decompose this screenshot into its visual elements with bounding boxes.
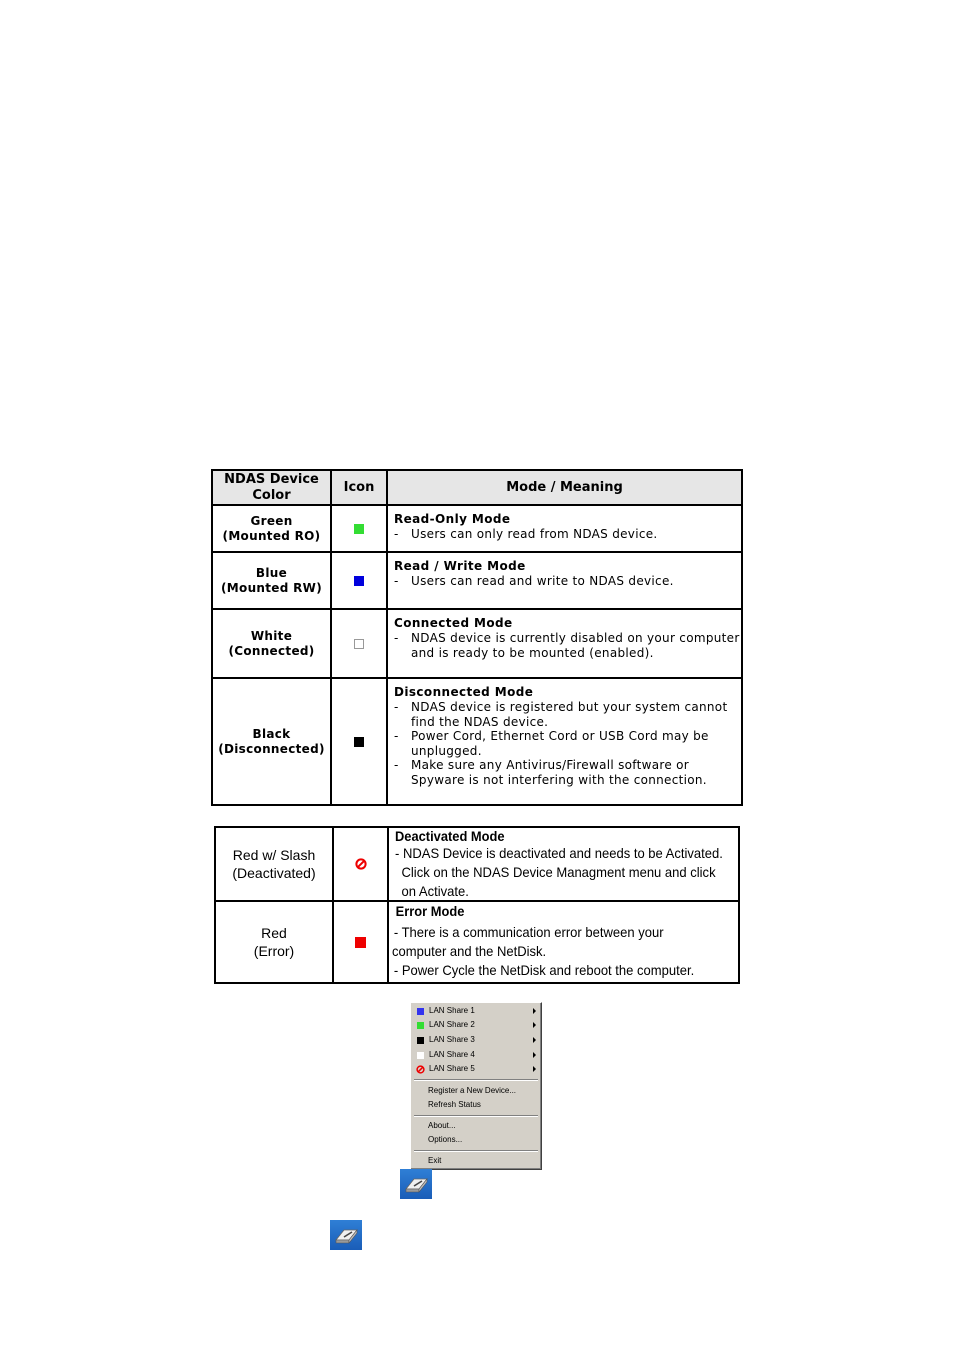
submenu-arrow-icon xyxy=(533,1008,536,1014)
table-row xyxy=(216,902,738,982)
mode-line: - NDAS Device is deactivated and needs to be Activated. xyxy=(395,845,723,861)
meaning-cell xyxy=(389,828,738,900)
white-square-icon xyxy=(417,1052,424,1059)
drive-icon xyxy=(400,1169,432,1199)
color-name: Black xyxy=(252,726,291,741)
menu-item-label: LAN Share 4 xyxy=(429,1050,475,1059)
table-row xyxy=(213,506,741,553)
menu-separator xyxy=(414,1150,538,1152)
green-square-icon xyxy=(354,524,364,534)
device-status-table xyxy=(211,469,743,806)
red-slash-icon xyxy=(416,1065,425,1074)
icon-cell xyxy=(332,679,388,804)
color-cell xyxy=(216,902,334,982)
menu-item-lan-share-3[interactable] xyxy=(411,1033,541,1047)
submenu-arrow-icon xyxy=(533,1052,536,1058)
mode-bullet: - NDAS device is currently disabled on your computer and is ready to be mounted (enabled). xyxy=(394,631,740,660)
color-status: (Mounted RW) xyxy=(221,580,322,595)
menu-separator xyxy=(414,1079,538,1081)
icon-cell xyxy=(332,553,388,608)
meaning-cell xyxy=(388,679,741,804)
icon-cell xyxy=(332,610,388,677)
mode-bullet: - NDAS device is registered but your system cannot find the NDAS device. xyxy=(394,700,728,729)
drive-icon xyxy=(330,1220,362,1250)
menu-item-lan-share-4[interactable] xyxy=(411,1048,541,1062)
mode-title: Disconnected Mode xyxy=(394,685,534,699)
mode-title: Error Mode xyxy=(395,903,465,919)
menu-item-label: LAN Share 5 xyxy=(429,1064,475,1073)
blue-square-icon xyxy=(354,576,364,586)
green-square-icon xyxy=(417,1022,424,1029)
color-cell xyxy=(213,553,332,608)
color-cell xyxy=(216,828,334,900)
menu-item-about[interactable] xyxy=(411,1119,541,1133)
ndas-tray-icon[interactable] xyxy=(400,1169,432,1199)
menu-item-label: Refresh Status xyxy=(428,1100,481,1109)
mode-line: - There is a communication error between your xyxy=(393,924,664,940)
table-row xyxy=(213,679,741,804)
mode-title: Deactivated Mode xyxy=(395,828,505,844)
mode-line: computer and the NetDisk. xyxy=(392,943,547,959)
menu-item-lan-share-5[interactable] xyxy=(411,1062,541,1076)
menu-separator xyxy=(414,1115,538,1117)
color-status: (Connected) xyxy=(228,643,315,658)
blue-square-icon xyxy=(417,1008,424,1015)
mode-title: Connected Mode xyxy=(394,616,513,630)
submenu-arrow-icon xyxy=(533,1022,536,1028)
color-name: Green xyxy=(250,513,293,528)
table-row xyxy=(213,553,741,610)
submenu-arrow-icon xyxy=(533,1066,536,1072)
mode-line: Click on the NDAS Device Managment menu and click xyxy=(401,864,716,880)
icon-cell xyxy=(332,506,388,551)
error-status-table xyxy=(214,826,740,984)
menu-item-label: LAN Share 2 xyxy=(429,1020,475,1029)
header-color: NDAS Device Color xyxy=(213,471,332,504)
white-square-icon xyxy=(354,639,364,649)
meaning-cell xyxy=(389,902,738,982)
header-icon: Icon xyxy=(332,471,388,504)
menu-item-lan-share-1[interactable] xyxy=(411,1004,541,1018)
color-cell xyxy=(213,610,332,677)
menu-item-label: Register a New Device... xyxy=(428,1086,517,1095)
mode-line: on Activate. xyxy=(401,883,469,899)
menu-item-label: Exit xyxy=(428,1156,442,1165)
color-name: Blue xyxy=(255,565,288,580)
ndas-tray-icon[interactable] xyxy=(330,1220,362,1250)
menu-item-label: About... xyxy=(428,1121,456,1130)
menu-item-exit[interactable] xyxy=(411,1154,541,1168)
meaning-cell xyxy=(388,610,741,677)
menu-item-options[interactable] xyxy=(411,1133,541,1147)
table-row xyxy=(213,610,741,679)
mode-bullet: - Make sure any Antivirus/Firewall software or Spyware is not interfering with the connection. xyxy=(394,758,707,787)
table-header-row xyxy=(213,471,741,506)
menu-item-label: LAN Share 1 xyxy=(429,1006,475,1015)
red-slash-icon xyxy=(355,858,367,870)
mode-title: Read-Only Mode xyxy=(394,512,511,526)
meaning-cell xyxy=(388,506,741,551)
menu-item-lan-share-2[interactable] xyxy=(411,1018,541,1032)
icon-cell xyxy=(334,902,389,982)
mode-line: - Power Cycle the NetDisk and reboot the computer. xyxy=(393,962,695,978)
color-cell xyxy=(213,679,332,804)
color-status: (Deactivated) xyxy=(232,865,316,881)
red-square-icon xyxy=(355,937,366,948)
table-row xyxy=(216,828,738,902)
color-cell xyxy=(213,506,332,551)
mode-bullet: - Users can only read from NDAS device. xyxy=(394,527,658,541)
color-name: Red xyxy=(261,925,287,941)
color-name: Red w/ Slash xyxy=(232,847,316,863)
menu-item-refresh-status[interactable] xyxy=(411,1098,541,1112)
menu-item-register-device[interactable] xyxy=(411,1084,541,1098)
submenu-arrow-icon xyxy=(533,1037,536,1043)
black-square-icon xyxy=(417,1037,424,1044)
menu-item-label: LAN Share 3 xyxy=(429,1035,475,1044)
color-status: (Disconnected) xyxy=(218,741,325,756)
ndas-context-menu xyxy=(410,1002,542,1170)
mode-title: Read / Write Mode xyxy=(394,559,526,573)
header-meaning: Mode / Meaning xyxy=(506,480,623,495)
color-status: (Mounted RO) xyxy=(222,528,321,543)
meaning-cell xyxy=(388,553,741,608)
color-name: White xyxy=(250,628,293,643)
mode-bullet: - Users can read and write to NDAS device. xyxy=(394,574,674,588)
black-square-icon xyxy=(354,737,364,747)
menu-item-label: Options... xyxy=(428,1135,463,1144)
mode-bullet: - Power Cord, Ethernet Cord or USB Cord may be unplugged. xyxy=(394,729,709,758)
icon-cell xyxy=(334,828,389,900)
color-status: (Error) xyxy=(253,943,295,959)
